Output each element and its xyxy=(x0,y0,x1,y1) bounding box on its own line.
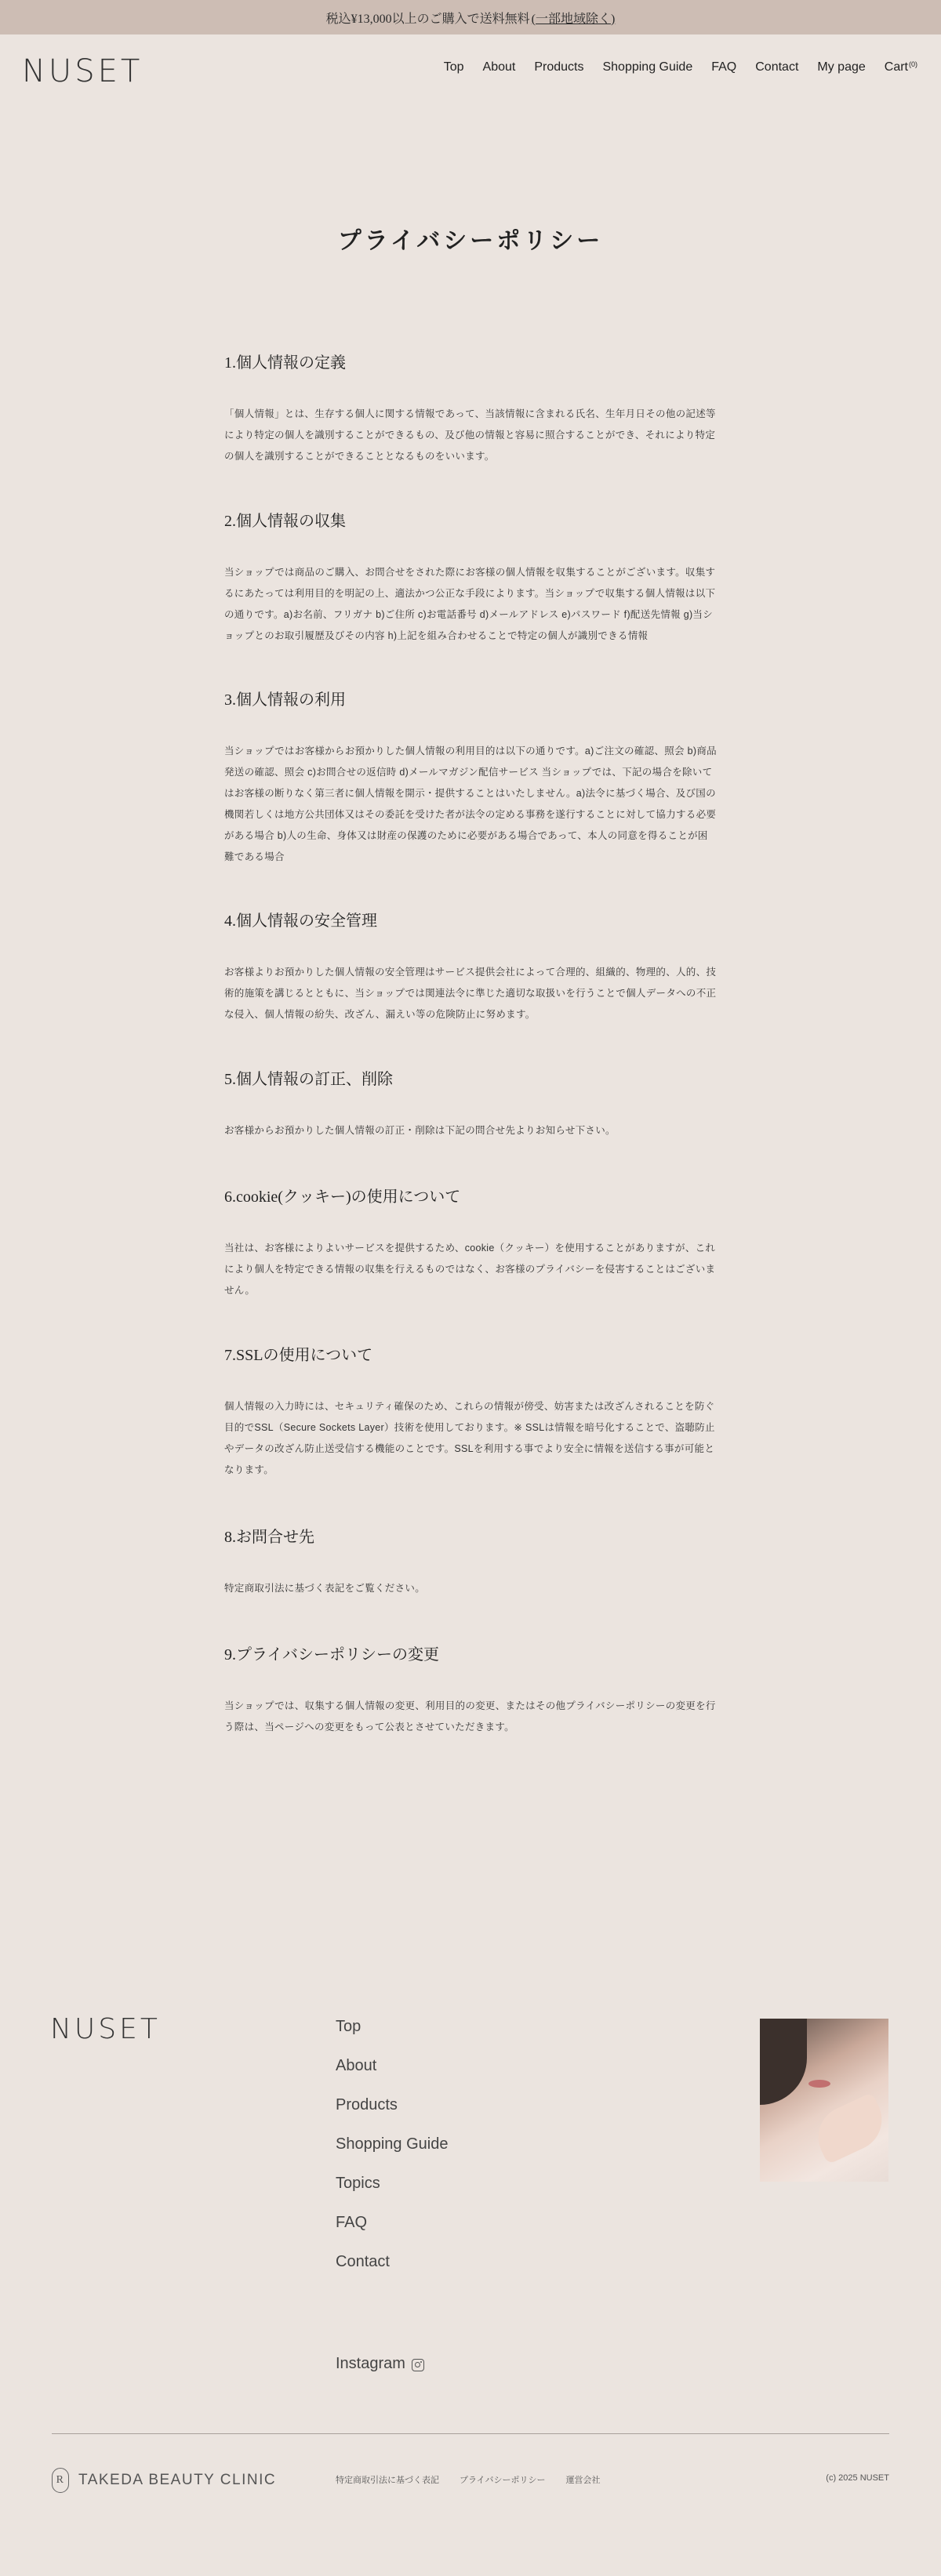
copyright: (c) 2025 NUSET xyxy=(826,2473,889,2483)
section-body: 特定商取引法に基づく表記をご覧ください。 xyxy=(224,1583,426,1594)
footer-nav-products[interactable]: Products xyxy=(336,2096,398,2113)
section-usage xyxy=(224,687,717,868)
section-collection xyxy=(224,508,717,647)
instagram-link[interactable] xyxy=(336,2355,424,2373)
site-header xyxy=(0,34,941,103)
footer-nav-shopping-guide[interactable]: Shopping Guide xyxy=(336,2135,449,2153)
cart-label: Cart xyxy=(884,60,908,74)
section-ssl xyxy=(224,1342,717,1481)
footer-logo[interactable]: NUSET xyxy=(50,2013,161,2045)
section-changes xyxy=(224,1642,717,1738)
legal-link-company[interactable]: 運営会社 xyxy=(565,2476,601,2485)
footer-nav-topics[interactable]: Topics xyxy=(336,2175,380,2192)
clinic-logo-icon: R xyxy=(52,2468,69,2493)
footer-nav-about[interactable]: About xyxy=(336,2057,377,2074)
legal-links xyxy=(336,2473,600,2486)
instagram-label: Instagram xyxy=(336,2355,405,2372)
section-security xyxy=(224,908,717,1025)
section-body: お客様よりお預かりした個人情報の安全管理はサービス提供会社によって合理的、組織的、物理的、人的、技術的施策を講じるとともに、当ショップでは関連法令に準じた適切な取扱いを行うことで個人データへの不正な侵入、個人情報の紛失、改ざん、漏えい等の危険防止に努めます。 xyxy=(224,967,717,1020)
section-heading: 8.お問合せ先 xyxy=(224,1529,314,1546)
section-heading: 6.cookie(クッキー)の使用について xyxy=(224,1188,461,1206)
section-heading: 1.個人情報の定義 xyxy=(224,354,346,372)
footer-nav-faq[interactable]: FAQ xyxy=(336,2214,368,2231)
section-body: 当ショップでは商品のご購入、お問合せをされた際にお客様の個人情報を収集することがございます。収集するにあたっては利用目的を明記の上、適法かつ公正な手段によります。当ショップで収集する個人情報は以下の通りです。a)お名前、フリガナ b)ご住所 c)お電話番号 d)メールアドレス e)パスワード f)配送先情報 g)当ショップとのお取引履歴及びその内容 h)上記を組み合わせることで特定の個人が識別できる情報 xyxy=(224,567,716,641)
section-heading: 4.個人情報の安全管理 xyxy=(224,912,377,930)
section-body: 当ショップでは、収集する個人情報の変更、利用目的の変更、またはその他プライバシーポリシーの変更を行う際は、当ページへの変更をもって公表とさせていただきます。 xyxy=(224,1700,716,1732)
announcement-bar xyxy=(0,0,941,34)
cart-link[interactable] xyxy=(885,60,917,74)
nav-item-my-page[interactable]: My page xyxy=(817,60,866,74)
section-cookie xyxy=(224,1184,717,1301)
cart-count: (0) xyxy=(909,60,917,68)
footer-nav-contact[interactable]: Contact xyxy=(336,2253,390,2270)
site-logo[interactable]: NUSET xyxy=(22,53,144,89)
page-title: プライバシーポリシー xyxy=(337,228,604,254)
footer-nav-top[interactable]: Top xyxy=(336,2018,362,2035)
section-heading: 2.個人情報の収集 xyxy=(224,513,346,530)
section-definition xyxy=(224,350,717,467)
photo-hand-shape xyxy=(808,2092,888,2164)
section-heading: 9.プライバシーポリシーの変更 xyxy=(224,1646,439,1664)
footer-model-photo xyxy=(760,2019,888,2182)
nav-item-shopping-guide[interactable]: Shopping Guide xyxy=(602,60,693,74)
section-heading: 7.SSLの使用について xyxy=(224,1347,373,1364)
section-body: お客様からお預かりした個人情報の訂正・削除は下記の問合せ先よりお知らせ下さい。 xyxy=(224,1125,616,1136)
photo-lips-shape xyxy=(808,2080,830,2088)
nav-item-products[interactable]: Products xyxy=(534,60,584,74)
main-nav xyxy=(444,60,917,74)
announcement-text: 税込¥13,000以上のご購入で送料無料 xyxy=(325,12,530,26)
section-heading: 5.個人情報の訂正、削除 xyxy=(224,1071,393,1088)
clinic-name: TAKEDA BEAUTY CLINIC xyxy=(78,2472,277,2488)
nav-item-contact[interactable]: Contact xyxy=(755,60,799,74)
section-body: 当ショップではお客様からお預かりした個人情報の利用目的は以下の通りです。a)ご注文の確認、照会 b)商品発送の確認、照会 c)お問合せの返信時 d)メールマガジン配信サービス 当ショップでは、下記の場合を除いてはお客様の断りなく第三者に個人情報を開示・提供することはいたしません。a)法令に基づく場合、及び国の機関若しくは地方公共団体又はその委託を受けた者が法令の定める事務を遂行することに対して協力する必要がある場合 b)人の生命、身体又は財産の保護のために必要がある場合であって、本人の同意を得ることが困難である場合 xyxy=(224,746,717,862)
nav-item-top[interactable]: Top xyxy=(443,60,464,74)
nav-item-faq[interactable]: FAQ xyxy=(711,60,737,74)
section-body: 当社は、お客様によりよいサービスを提供するため、cookie（クッキー）を使用することがありますが、これにより個人を特定できる情報の収集を行えるものではなく、お客様のプライバシーを侵害することはございません。 xyxy=(224,1243,716,1296)
nav-item-about[interactable]: About xyxy=(482,60,516,74)
photo-hair-shape xyxy=(760,2019,807,2105)
legal-link-privacy[interactable]: プライバシーポリシー xyxy=(460,2476,546,2485)
footer-nav xyxy=(336,2016,448,2273)
section-body: 個人情報の入力時には、セキュリティ確保のため、これらの情報が傍受、妨害または改ざんされることを防ぐ目的でSSL（Secure Sockets Layer）技術を使用しております。※ SSLは情報を暗号化することで、盗聴防止やデータの改ざん防止送受信する機能のことです。SSLを利用する事でより安全に情報を送信する事が可能となります。 xyxy=(224,1401,715,1475)
footer-divider xyxy=(52,2433,889,2434)
section-contact xyxy=(224,1524,717,1599)
clinic-brand[interactable] xyxy=(52,2468,276,2493)
section-correction xyxy=(224,1066,717,1141)
section-body: 「個人情報」とは、生存する個人に関する情報であって、当該情報に含まれる氏名、生年月日その他の記述等により特定の個人を識別することができるもの、及び他の情報と容易に照合することができ、それにより特定の個人を識別することができることとなるものをいいます。 xyxy=(224,408,716,462)
announcement-link[interactable]: (一部地域除く) xyxy=(531,12,616,26)
section-heading: 3.個人情報の利用 xyxy=(224,691,346,709)
instagram-icon xyxy=(412,2359,424,2371)
legal-link-tokushoho[interactable]: 特定商取引法に基づく表記 xyxy=(336,2476,439,2485)
